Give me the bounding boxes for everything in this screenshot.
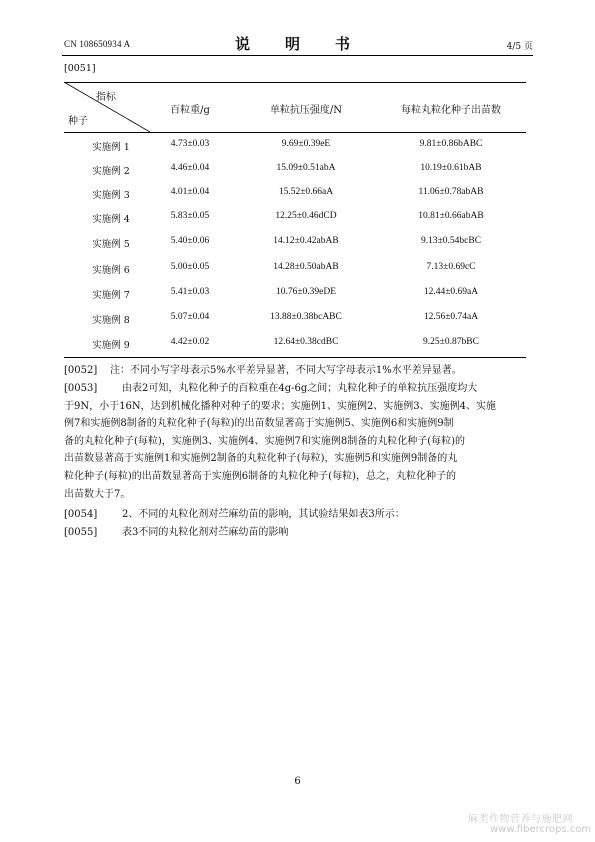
cell-emergence: 10.19±0.61bAB	[420, 163, 482, 173]
row-label: 实施例 2	[92, 166, 130, 177]
cell-weight: 5.07±0.04	[170, 312, 210, 322]
row-label: 实施例 6	[92, 265, 130, 276]
cell-emergence: 10.81±0.66abAB	[418, 211, 484, 221]
paragraph-0054	[64, 506, 530, 524]
cell-emergence: 9.13±0.54bcBC	[420, 236, 482, 246]
table-row	[64, 312, 526, 326]
paragraph-line: 于9N，小于16N，达到机械化播种对种子的要求；实施例1、实施例2、实施例3、实施例4、实施	[64, 400, 497, 412]
cell-weight: 5.40±0.06	[170, 236, 210, 246]
paragraph-number: [0053]	[64, 383, 98, 394]
paragraph-text: 2、不同的丸粒化剂对苎麻幼苗的影响，其试验结果如表3所示：	[122, 509, 405, 520]
cell-strength: 10.76±0.39eDE	[275, 287, 337, 297]
paragraph-0052	[64, 362, 530, 380]
row-label: 实施例 8	[92, 315, 130, 326]
table-row	[64, 236, 526, 250]
table-row	[64, 187, 526, 201]
row-label: 实施例 7	[92, 290, 130, 301]
column-header-emergence: 每粒丸粒化种子出苗数	[401, 105, 501, 116]
paragraph-text: 表3不同的丸粒化剂对苎麻幼苗的影响	[122, 527, 289, 538]
watermark-url: www.fibercrops.com	[490, 824, 592, 835]
paragraph-number-0051: [0051]	[64, 63, 96, 74]
paragraph-line: 出苗数显著高于实施例1和实施例2制备的丸粒化种子(每粒)，实施例5和实施例9制备的丸	[64, 453, 458, 465]
table-corner-seed: 种子	[68, 116, 88, 127]
header-rule	[62, 55, 533, 56]
cell-weight: 4.73±0.03	[170, 139, 210, 149]
page-fraction: 4/5 页	[506, 42, 533, 52]
page-number: 6	[294, 776, 301, 787]
cell-emergence: 12.44±0.69aA	[423, 287, 479, 297]
row-label: 实施例 5	[92, 239, 130, 250]
paragraph-number: [0055]	[64, 527, 98, 538]
document-title: 说 明 书	[234, 35, 360, 53]
paragraph-line: 例7和实施例8制备的丸粒化种子(每粒)的出苗数显著高于实施例5、实施例6和实施例9制	[64, 418, 454, 430]
cell-strength: 14.28±0.50abAB	[273, 262, 339, 272]
table-row	[64, 262, 526, 276]
table-bottom-rule	[64, 357, 526, 358]
cell-strength: 15.09±0.51abA	[276, 163, 336, 173]
paragraph-line: 粒化种子(每粒)的出苗数显著高于实施例6制备的丸粒化种子(每粒)，总之，丸粒化种子的	[64, 470, 456, 482]
paragraph-0053	[64, 380, 530, 503]
patent-number: CN 108650934 A	[64, 39, 131, 49]
cell-weight: 5.00±0.05	[170, 262, 210, 272]
cell-strength: 14.12±0.42abAB	[273, 236, 339, 246]
cell-weight: 5.41±0.03	[170, 287, 210, 297]
table-header-rule	[64, 132, 526, 133]
row-label: 实施例 1	[92, 142, 130, 153]
cell-strength: 12.64±0.38cdBC	[273, 337, 339, 347]
paragraph-line: 由表2可知，丸粒化种子的百粒重在4g-6g之间；丸粒化种子的单粒抗压强度均大	[122, 383, 478, 394]
paragraph-line: 出苗数大于7。	[64, 488, 131, 500]
paragraph-number: [0052]	[64, 365, 98, 376]
cell-weight: 4.42±0.02	[170, 337, 210, 347]
cell-strength: 9.69±0.39eE	[281, 139, 331, 149]
table-row	[64, 287, 526, 301]
cell-emergence: 9.81±0.86bABC	[419, 139, 483, 149]
table-row	[64, 337, 526, 351]
paragraph-text: 注：不同小写字母表示5%水平差异显著，不同大写字母表示1%水平差异显著。	[110, 365, 462, 376]
paragraph-line: 备的丸粒化种子(每粒)，实施例3、实施例4、实施例7和实施例8制备的丸粒化种子(每粒)的	[64, 435, 466, 447]
paragraph-number: [0054]	[64, 509, 98, 520]
table-corner-indicator: 指标	[96, 92, 116, 103]
cell-emergence: 7.13±0.69cC	[426, 262, 476, 272]
row-label: 实施例 4	[92, 214, 130, 225]
cell-weight: 5.83±0.05	[170, 211, 210, 221]
table-row	[64, 211, 526, 225]
cell-emergence: 9.25±0.87bBC	[423, 337, 479, 347]
cell-weight: 4.01±0.04	[170, 187, 210, 197]
table-row	[64, 139, 526, 153]
cell-emergence: 12.56±0.74aA	[423, 312, 479, 322]
column-header-strength: 单粒抗压强度/N	[269, 105, 343, 116]
row-label: 实施例 3	[92, 190, 130, 201]
paragraph-0055	[64, 524, 530, 542]
cell-strength: 13.88±0.38bcABC	[270, 312, 342, 322]
column-header-weight: 百粒重/g	[170, 105, 210, 116]
cell-strength: 12.25±0.46dCD	[275, 211, 337, 221]
cell-weight: 4.46±0.04	[170, 163, 210, 173]
cell-strength: 15.52±0.66aA	[278, 187, 334, 197]
cell-emergence: 11.06±0.78abAB	[418, 187, 484, 197]
row-label: 实施例 9	[92, 340, 130, 351]
table-row	[64, 163, 526, 177]
watermark-site-name: 麻类作物营养与施肥网	[468, 814, 573, 825]
